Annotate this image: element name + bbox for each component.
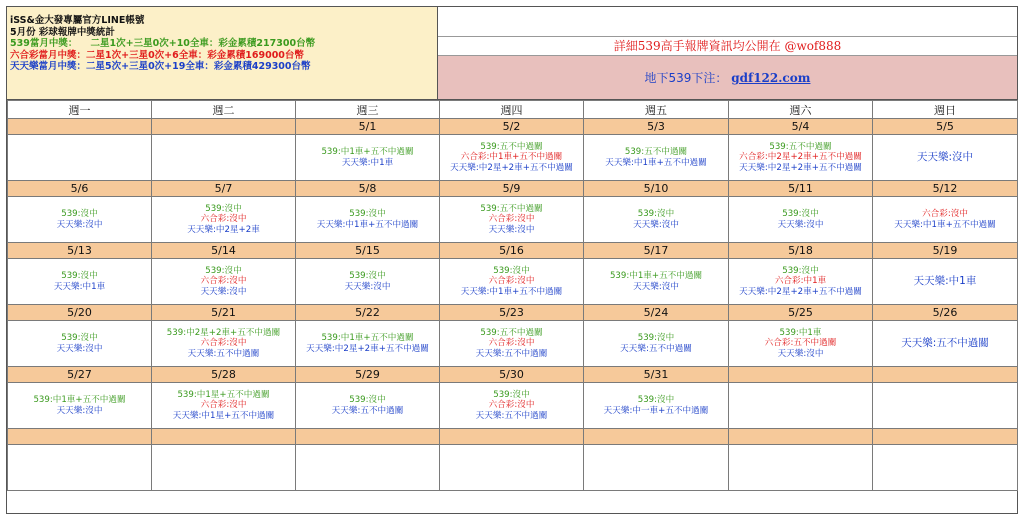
result-line: 539:沒中	[782, 265, 819, 276]
result-line: 天天樂:中1車+五不中過關	[894, 219, 996, 230]
result-cell	[440, 197, 584, 243]
date-row	[8, 181, 1018, 197]
underground-link[interactable]: gdf122.com	[731, 71, 811, 85]
date-cell: 5/23	[440, 305, 584, 321]
underground-bet-banner	[438, 56, 1017, 100]
date-row	[8, 243, 1018, 259]
result-cell	[296, 383, 440, 429]
result-line: 539:五不中過關	[769, 141, 832, 152]
result-cell	[584, 259, 729, 305]
result-line: 天天樂:中一車+五不中過關	[603, 405, 709, 416]
result-cell	[873, 259, 1018, 305]
result-line: 天天樂:沒中	[344, 281, 391, 292]
date-cell: 5/7	[152, 181, 296, 197]
date-cell: 5/31	[584, 367, 729, 383]
result-line: 六合彩:沒中	[488, 214, 535, 225]
result-line: 六合彩:沒中	[200, 276, 247, 287]
date-cell: 5/27	[8, 367, 152, 383]
result-cell	[584, 445, 729, 491]
result-cell	[729, 383, 873, 429]
result-cell	[584, 321, 729, 367]
promo-line: 詳細539高手報牌資訊均公開在 @wof888	[438, 37, 1017, 56]
weekday-header: 週六	[729, 101, 873, 119]
underground-label: 地下539下注：	[644, 71, 728, 85]
result-line: 天天樂:沒中	[916, 151, 974, 164]
result-line: 天天樂:五不中過關	[475, 348, 548, 359]
result-line: 539:沒中	[61, 209, 98, 219]
result-line: 天天樂:中1車+五不中過關	[316, 219, 419, 230]
result-line: 天天樂:沒中	[488, 224, 535, 235]
date-cell: 5/12	[873, 181, 1018, 197]
result-line: 天天樂:中2星+2車+五不中過關	[739, 162, 862, 173]
date-cell	[873, 367, 1018, 383]
result-line: 539:中1車+五不中過關	[321, 333, 414, 343]
result-line: 539:沒中	[61, 333, 98, 343]
date-cell	[584, 429, 729, 445]
result-cell	[152, 197, 296, 243]
result-line: 六合彩:中2星+2車+五不中過關	[739, 152, 862, 163]
result-line: 天天樂:五不中過關	[187, 348, 260, 359]
result-line: 天天樂:沒中	[56, 343, 103, 354]
result-cell	[152, 259, 296, 305]
header-blank-cell	[438, 7, 1017, 37]
result-row	[8, 259, 1018, 305]
info-tt-line: 天天樂當月中獎：二星5次+三星0次+19全車：彩金累積429300台幣	[10, 61, 311, 72]
result-line: 天天樂:五不中過關	[901, 337, 989, 350]
result-line: 539:中1車+五不中過關	[321, 147, 414, 157]
result-line: 539:沒中	[637, 209, 675, 219]
date-cell	[729, 429, 873, 445]
result-line: 539:五不中過關	[480, 203, 543, 214]
result-cell	[584, 135, 729, 181]
result-cell	[440, 383, 584, 429]
result-cell	[8, 321, 152, 367]
result-cell	[729, 445, 873, 491]
result-line: 539:沒中	[493, 265, 530, 276]
result-cell	[873, 445, 1018, 491]
date-cell: 5/20	[8, 305, 152, 321]
result-cell	[8, 259, 152, 305]
date-cell: 5/9	[440, 181, 584, 197]
weekday-header: 週二	[152, 101, 296, 119]
result-line: 天天樂:中2星+2車+五不中過關	[739, 286, 862, 297]
date-cell: 5/10	[584, 181, 729, 197]
result-cell	[296, 197, 440, 243]
result-line: 539:中1星+五不中過關	[177, 389, 270, 400]
weekday-header: 週日	[873, 101, 1018, 119]
result-line: 539:沒中	[782, 209, 819, 219]
date-cell: 5/21	[152, 305, 296, 321]
result-row	[8, 197, 1018, 243]
result-line: 539:五不中過關	[480, 327, 543, 338]
result-cell	[8, 383, 152, 429]
weekday-header-row	[8, 101, 1018, 119]
date-cell: 5/24	[584, 305, 729, 321]
date-cell: 5/5	[873, 119, 1018, 135]
result-line: 天天樂:中1車	[341, 157, 394, 168]
result-cell	[296, 135, 440, 181]
result-line: 天天樂:沒中	[777, 219, 824, 230]
result-line: 539:沒中	[493, 389, 530, 400]
result-cell	[729, 259, 873, 305]
date-cell: 5/15	[296, 243, 440, 259]
date-cell	[8, 119, 152, 135]
result-line: 539:沒中	[349, 395, 386, 405]
info-subtitle: 5月份 彩球報牌中獎統計	[10, 26, 115, 38]
result-line: 六合彩:沒中	[922, 209, 968, 219]
result-line: 539:中2星+2車+五不中過關	[166, 327, 281, 338]
result-row	[8, 135, 1018, 181]
result-line: 天天樂:中2星+2車+五不中過關	[450, 162, 573, 173]
spreadsheet	[6, 6, 1018, 514]
result-line: 天天樂:中1車+五不中過關	[605, 157, 707, 168]
result-line: 天天樂:沒中	[633, 219, 679, 230]
date-cell	[729, 367, 873, 383]
result-line: 天天樂:中1車	[913, 275, 977, 288]
date-row	[8, 119, 1018, 135]
result-cell	[873, 197, 1018, 243]
date-cell: 5/17	[584, 243, 729, 259]
result-cell	[440, 135, 584, 181]
result-line: 天天樂:沒中	[56, 219, 103, 230]
result-row	[8, 321, 1018, 367]
date-cell: 5/18	[729, 243, 873, 259]
result-line: 539:五不中過關	[624, 147, 688, 157]
result-cell	[440, 259, 584, 305]
result-cell	[584, 383, 729, 429]
date-cell: 5/19	[873, 243, 1018, 259]
result-cell	[296, 321, 440, 367]
date-cell: 5/25	[729, 305, 873, 321]
result-line: 天天樂:五不中過關	[475, 410, 548, 421]
result-line: 天天樂:中2星+2車+五不中過關	[306, 343, 429, 354]
date-cell	[440, 429, 584, 445]
date-cell	[152, 429, 296, 445]
weekday-header: 週五	[584, 101, 729, 119]
date-cell	[873, 429, 1018, 445]
result-line: 539:中1車+五不中過關	[609, 271, 703, 281]
date-cell: 5/28	[152, 367, 296, 383]
result-cell	[440, 445, 584, 491]
result-line: 539:沒中	[637, 333, 675, 343]
result-cell	[584, 197, 729, 243]
result-line: 539:沒中	[205, 265, 242, 276]
date-cell	[8, 429, 152, 445]
result-line: 六合彩:沒中	[200, 214, 247, 225]
weekday-header: 週三	[296, 101, 440, 119]
result-cell	[296, 259, 440, 305]
result-line: 天天樂:中2星+2車	[187, 224, 260, 235]
result-cell	[152, 383, 296, 429]
date-cell: 5/16	[440, 243, 584, 259]
date-cell: 5/4	[729, 119, 873, 135]
date-cell: 5/3	[584, 119, 729, 135]
result-cell	[873, 135, 1018, 181]
result-cell	[296, 445, 440, 491]
date-cell: 5/22	[296, 305, 440, 321]
date-cell: 5/14	[152, 243, 296, 259]
result-line: 539:五不中過關	[480, 141, 543, 152]
result-cell	[873, 321, 1018, 367]
result-line: 天天樂:五不中過關	[331, 405, 404, 416]
stats-panel	[7, 7, 438, 100]
result-line: 539:沒中	[637, 395, 675, 405]
date-cell: 5/2	[440, 119, 584, 135]
result-cell	[729, 197, 873, 243]
date-cell: 5/26	[873, 305, 1018, 321]
result-line: 天天樂:中1車	[53, 281, 106, 292]
result-cell	[440, 321, 584, 367]
info-539-line: 539當月中獎： 二星1次+三星0次+10全車：彩金累積217300台幣	[10, 38, 316, 49]
result-line: 539:沒中	[349, 209, 386, 219]
result-line: 六合彩:沒中	[488, 338, 535, 349]
result-row	[8, 445, 1018, 491]
result-line: 天天樂:沒中	[56, 405, 103, 416]
date-cell: 5/1	[296, 119, 440, 135]
result-line: 六合彩:中1車+五不中過關	[460, 152, 563, 163]
result-line: 539:中1車	[779, 327, 822, 338]
date-cell: 5/11	[729, 181, 873, 197]
result-row	[8, 383, 1018, 429]
result-cell	[8, 197, 152, 243]
result-line: 六合彩:沒中	[200, 338, 247, 349]
result-line: 539:沒中	[205, 203, 242, 214]
date-row	[8, 429, 1018, 445]
date-row	[8, 367, 1018, 383]
date-cell: 5/6	[8, 181, 152, 197]
result-line: 天天樂:中1車+五不中過關	[460, 286, 563, 297]
date-cell: 5/29	[296, 367, 440, 383]
result-cell	[152, 135, 296, 181]
result-cell	[729, 321, 873, 367]
result-line: 天天樂:沒中	[633, 281, 679, 292]
date-cell: 5/30	[440, 367, 584, 383]
result-line: 539:中1車+五不中過關	[33, 395, 126, 405]
info-lh-line: 六合彩當月中獎：二星1次+三星0次+6全車：彩金累積169000台幣	[10, 49, 304, 61]
result-line: 539:沒中	[61, 271, 98, 281]
result-cell	[8, 445, 152, 491]
date-cell: 5/8	[296, 181, 440, 197]
date-row	[8, 305, 1018, 321]
date-cell	[296, 429, 440, 445]
result-line: 六合彩:五不中過關	[764, 338, 837, 349]
date-cell: 5/13	[8, 243, 152, 259]
info-title: iSS&金大發專屬官方LINE帳號	[10, 15, 145, 26]
result-line: 天天樂:沒中	[200, 286, 247, 297]
result-line: 539:沒中	[349, 271, 386, 281]
result-cell	[873, 383, 1018, 429]
result-cell	[152, 445, 296, 491]
result-line: 六合彩:沒中	[200, 400, 247, 411]
result-cell	[8, 135, 152, 181]
result-line: 天天樂:五不中過關	[620, 343, 692, 354]
result-line: 六合彩:中1車	[774, 276, 827, 287]
result-line: 天天樂:沒中	[777, 348, 824, 359]
result-line: 六合彩:沒中	[488, 276, 535, 287]
date-cell	[152, 119, 296, 135]
weekday-header: 週一	[8, 101, 152, 119]
result-line: 六合彩:沒中	[488, 400, 535, 411]
result-line: 天天樂:中1星+五不中過關	[172, 410, 275, 421]
result-cell	[729, 135, 873, 181]
calendar-table	[7, 100, 1018, 491]
result-cell	[152, 321, 296, 367]
weekday-header: 週四	[440, 101, 584, 119]
